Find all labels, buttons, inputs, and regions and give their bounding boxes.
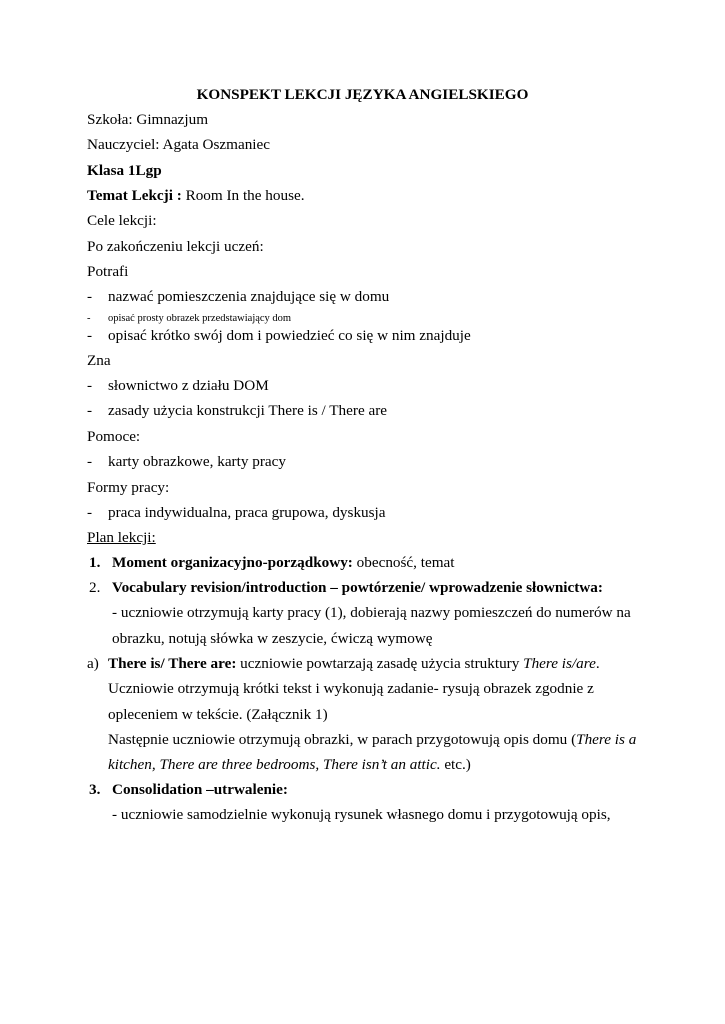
topic-label: Temat Lekcji : xyxy=(87,187,182,204)
list-item: opisać prosty obrazek przedstawiający dom xyxy=(108,313,292,324)
class-line: Klasa 1Lgp xyxy=(87,162,162,179)
list-item: opisać krótko swój dom i powiedzieć co się w nim znajduje xyxy=(108,327,471,344)
aids-label: Pomoce: xyxy=(87,428,141,445)
plan-item-2-heading: Vocabulary revision/introduction – powtórzenie/ wprowadzenie słownictwa: xyxy=(112,579,603,596)
list-bullet: - xyxy=(87,402,93,419)
plan-number: 3. xyxy=(89,781,101,798)
plan-item-a-dot: . xyxy=(595,655,600,672)
plan-item-a-line4-text: Następnie uczniowie otrzymują obrazki, w parach przygotowują opis domu ( xyxy=(108,731,577,748)
list-item: zasady użycia konstrukcji There is / There are xyxy=(108,402,388,419)
plan-item-a-line5-italic: kitchen, There are three bedrooms, There isn’t an attic. xyxy=(108,756,441,773)
list-item: słownictwo z działu DOM xyxy=(108,377,269,394)
list-item: karty obrazkowe, karty pracy xyxy=(108,453,286,470)
after-lesson-line: Po zakończeniu lekcji uczeń: xyxy=(87,238,264,255)
plan-letter: a) xyxy=(87,655,99,672)
plan-number: 1. xyxy=(89,554,101,571)
list-bullet: - xyxy=(87,453,93,470)
plan-item-a-text: uczniowie powtarzają zasadę użycia struktury xyxy=(236,655,524,672)
plan-item-1-heading: Moment organizacyjno-porządkowy: xyxy=(112,554,353,571)
plan-item-a-line xyxy=(108,731,636,749)
plan-item-3-line: - uczniowie samodzielnie wykonują rysunek własnego domu i przygotowują opis, xyxy=(112,806,611,823)
list-bullet: - xyxy=(87,288,93,305)
plan-item-1-text: obecność, temat xyxy=(352,554,455,571)
knows-label: Zna xyxy=(87,352,111,369)
plan-item-a-line: Uczniowie otrzymują krótki tekst i wykonują zadanie- rysują obrazek zgodnie z xyxy=(108,680,594,697)
plan-item-1 xyxy=(112,554,455,572)
list-item: praca indywidualna, praca grupowa, dyskusja xyxy=(108,504,386,521)
plan-item-a-line5-text: etc.) xyxy=(440,756,471,773)
plan-item-a-italic: There is/are xyxy=(523,655,596,672)
teacher-line: Nauczyciel: Agata Oszmaniec xyxy=(87,136,271,153)
plan-item-a-line: opleceniem w tekście. (Załącznik 1) xyxy=(108,706,328,723)
forms-label: Formy pracy: xyxy=(87,479,170,496)
topic-line xyxy=(87,187,305,205)
plan-item-a-heading: There is/ There are: xyxy=(108,655,237,672)
plan-item-3-heading: Consolidation –utrwalenie: xyxy=(112,781,288,798)
plan-item-a-line4-italic: There is a xyxy=(576,731,637,748)
topic-value: Room In the house. xyxy=(181,187,305,204)
list-bullet: - xyxy=(87,313,91,324)
plan-number: 2. xyxy=(89,579,101,596)
plan-item-2-line: - uczniowie otrzymują karty pracy (1), dobierają nazwy pomieszczeń do numerów na xyxy=(112,604,631,621)
page-title: KONSPEKT LEKCJI JĘZYKA ANGIELSKIEGO xyxy=(196,86,529,103)
plan-item-2-line: obrazku, notują słówka w zeszycie, ćwiczą wymowę xyxy=(112,630,433,647)
goals-label: Cele lekcji: xyxy=(87,212,157,229)
school-line: Szkoła: Gimnazjum xyxy=(87,111,209,128)
list-bullet: - xyxy=(87,327,93,344)
list-item: nazwać pomieszczenia znajdujące się w domu xyxy=(108,288,390,305)
plan-item-a xyxy=(108,655,600,673)
plan-label: Plan lekcji: xyxy=(87,529,156,546)
list-bullet: - xyxy=(87,377,93,394)
list-bullet: - xyxy=(87,504,93,521)
can-label: Potrafi xyxy=(87,263,129,280)
plan-item-a-line xyxy=(108,756,471,774)
